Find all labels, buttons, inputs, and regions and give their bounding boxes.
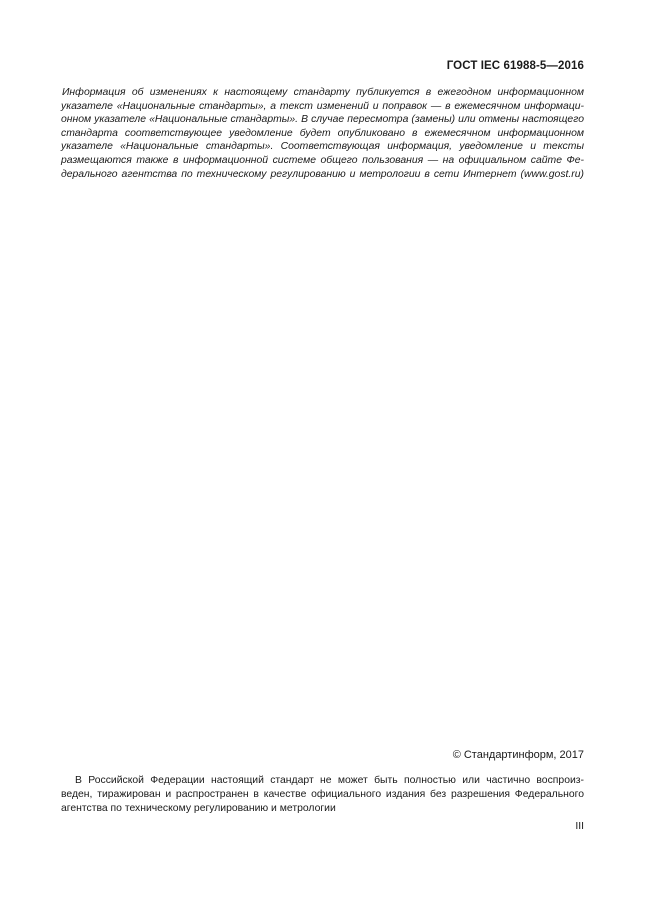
standard-code-header: ГОСТ IEC 61988-5—2016 xyxy=(446,60,584,72)
rights-line: агентства по техническому регулированию и метрологии xyxy=(61,803,336,815)
notice-line: Информация об изменениях к настоящему стандарту публикуется в ежегодном информационном xyxy=(62,87,584,98)
notice-line: онном указателе «Национальные стандарты». В случае пересмотра (замены) или отмены настоящего xyxy=(61,114,584,126)
copyright-notice: © Стандартинформ, 2017 xyxy=(452,749,584,761)
notice-paragraph xyxy=(61,86,584,181)
rights-line: В Российской Федерации настоящий стандарт не может быть полностью или частично воспроиз- xyxy=(75,775,584,786)
notice-line: указателе «Национальные стандарты», а текст изменений и поправок — в ежемесячном информаци- xyxy=(61,100,584,112)
rights-line: веден, тиражирован и распространен в качестве официального издания без разрешения Федерального xyxy=(61,789,584,801)
notice-line: дерального агентства по техническому регулированию и метрологии в сети Интернет (www.gost.ru) xyxy=(61,168,584,180)
notice-line: указателе «Национальные стандарты». Соответствующая информация, уведомление и тексты xyxy=(61,141,584,153)
rights-paragraph xyxy=(61,774,584,817)
notice-line: стандарта соответствующее уведомление будет опубликовано в ежемесячном информационном xyxy=(61,127,584,139)
notice-line: размещаются также в информационной системе общего пользования — на официальном сайте Фе- xyxy=(61,154,584,166)
page-number: III xyxy=(575,821,584,832)
